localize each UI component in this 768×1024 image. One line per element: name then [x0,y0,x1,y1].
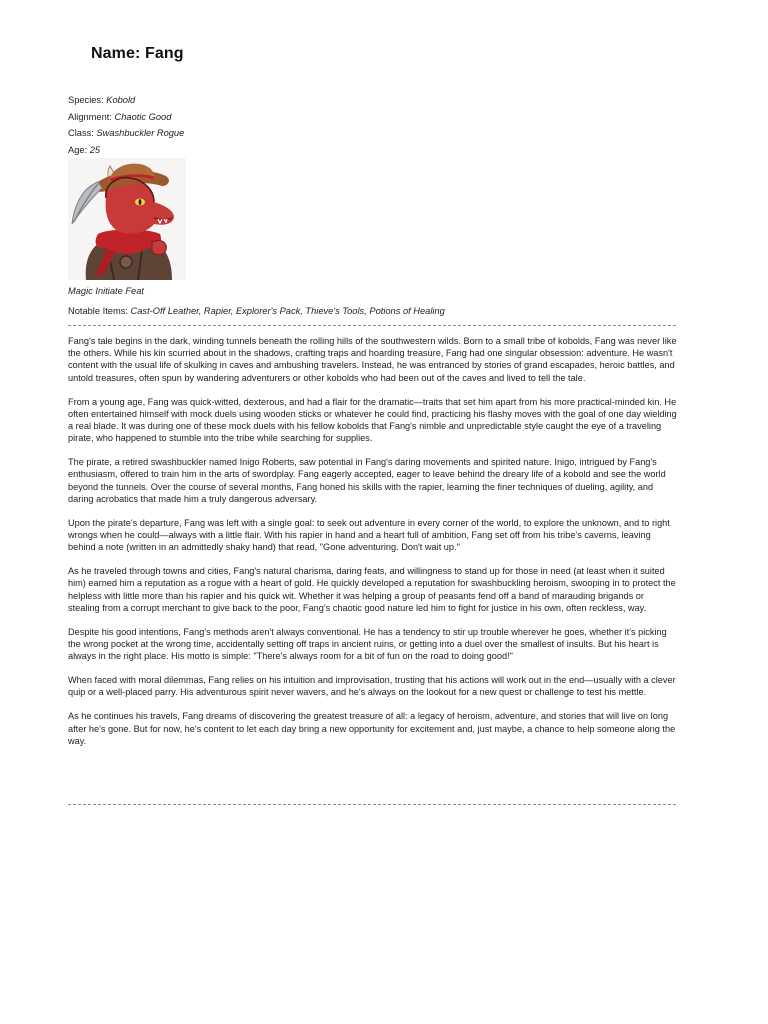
backstory-paragraph: When faced with moral dilemmas, Fang relies on his intuition and improvisation, trusting that his actions will work out in the end—usually with a clever quip or a well-placed parry. His adventurous spirit never wavers, and he's always on the lookout for a new quest or challenge to test his mettle. [68,675,676,698]
attribute-label: Alignment: [68,111,115,122]
backstory-paragraph: Upon the pirate's departure, Fang was left with a single goal: to seek out adventure in every corner of the world, to explore the unknown, and to right wrongs when he could—always with a little flair. With his rapier in hand and a heart full of ambition, Fang set off from his tribe's caverns, leaving behind a note (written in an admittedly shaky hand) that read, "Gone adventuring. Don't wait up." [68,517,670,553]
character-portrait [68,158,186,280]
notable-items [68,306,445,316]
backstory-paragraph: As he traveled through towns and cities, Fang's natural charisma, daring feats, and willingness to stand up for those in need (at least when it suited him) earned him a reputation as a rogue with a heart of gold. He quickly developed a reputation for swashbuckling heroism, swooping in to protect the helpless with little more than his rapier and his quick wit. Whether it was helping a group of peasants fend off a band of marauding brigands or stealing from a corrupt merchant to give back to the poor, Fang's chaotic good nature led him to fight for justice in his own, often reckless, way. [68,566,676,613]
attribute-alignment [68,109,184,126]
feat-text: Magic Initiate Feat [68,286,144,296]
page-title: Name: Fang [91,45,184,62]
kobold-portrait-icon [68,158,186,280]
backstory-paragraph: As he continues his travels, Fang dreams of discovering the greatest treasure of all: a legacy of heroism, adventure, and stories that will live on long after he's gone. But for now, he's content to let each day bring a new opportunity for excitement and, just maybe, a chance to help someone along the way. [68,711,676,746]
attribute-label: Class: [68,128,97,138]
attribute-class [68,125,184,142]
attribute-value: Swashbuckler Rogue [96,128,185,138]
divider-bottom [68,804,676,805]
notable-items-label: Notable Items: [68,306,131,316]
attribute-label: Age: [68,144,90,155]
backstory-paragraph: The pirate, a retired swashbuckler named Inigo Roberts, saw potential in Fang's daring movements and spirited nature. Inigo, intrigued by Fang's enthusiasm, offered to train him in the arts of swordplay. Fang eagerly accepted, eager to leave behind the dreary life of a kobold and see the world beyond the tunnels. Over the course of several months, Fang honed his skills with the rapier, learning the finer techniques of dueling, agility, and daring acrobatics that made him a truly dangerous adversary. [68,457,666,504]
attribute-label: Species: [68,95,107,105]
backstory [68,335,678,747]
attribute-species [68,92,184,109]
notable-items-value: Cast-Off Leather, Rapier, Explorer's Pack, Thieve's Tools, Potions of Healing [130,306,445,316]
attribute-value: 25 [89,144,101,155]
attribute-age [68,142,184,159]
character-attributes [68,92,184,158]
attribute-value: Chaotic Good [114,111,172,122]
backstory-paragraph: From a young age, Fang was quick-witted, dexterous, and had a flair for the dramatic—traits that set him apart from his more practical-minded kin. He often entertained himself with mock duels using wooden sticks or whatever he could find, practicing his flashy moves with the goal of one day wielding a real blade. It was during one of these mock duels with his fellow kobolds that Fang's nimble and unpredictable style caught the eye of a traveling pirate, who happened to stumble into the tribe while searching for supplies. [68,396,677,444]
backstory-paragraph: Despite his good intentions, Fang's methods aren't always conventional. He has a tendency to stir up trouble wherever he goes, whether it's picking the wrong pocket at the wrong time, accidentally setting off traps in ancient ruins, or getting into a duel over the smallest of insults. But his heart is always in the right place. His motto is simple: "There's always room for a bit of fun on the road to doing good!" [68,626,667,662]
backstory-paragraph: Fang's tale begins in the dark, winding tunnels beneath the rolling hills of the southwestern wilds. Born to a small tribe of kobolds, Fang was never like the others. While his kin scurried about in the shadows, crafting traps and hoarding treasure, Fang had one singular obsession: adventure. He wasn't content with the usual life of skulking in caves and ambushing travelers. Instead, he was entranced by stories of grand escapades, heroic battles, and untold treasures, often spun by wandering adventurers or other kobolds who had been out of the caves and lived to tell the tale. [68,336,677,383]
divider-top [68,325,676,326]
attribute-value: Kobold [106,95,136,105]
